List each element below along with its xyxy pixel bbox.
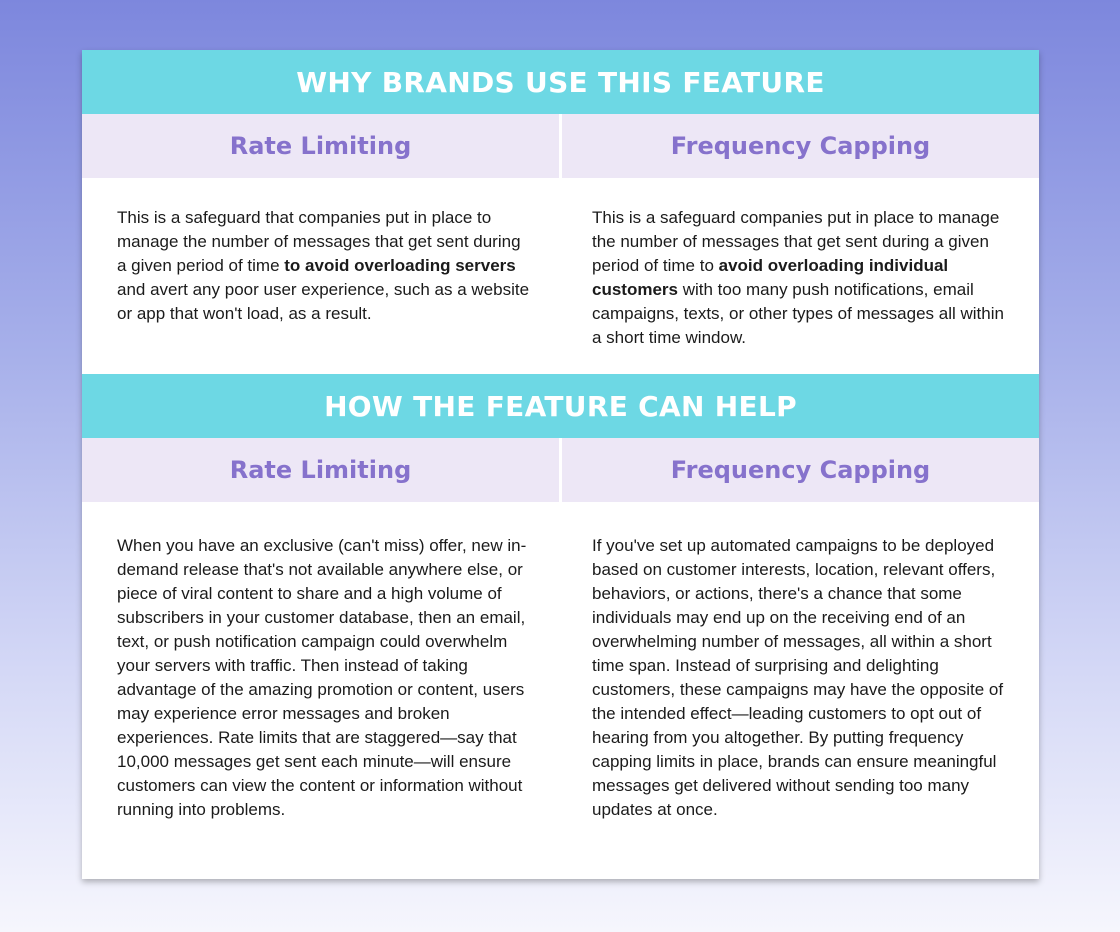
rate-limiting-definition xyxy=(82,178,564,374)
section1-body xyxy=(82,178,1039,374)
section1-subheadings xyxy=(82,114,1039,178)
rate-limiting-heading: Rate Limiting xyxy=(82,114,559,178)
section-title-how-it-helps: HOW THE FEATURE CAN HELP xyxy=(82,374,1039,438)
text: and avert any poor user experience, such as a website or app that won't load, as a result. xyxy=(117,280,530,323)
section2-subheadings xyxy=(82,438,1039,502)
emphasis: to avoid overloading servers xyxy=(284,256,516,275)
frequency-capping-heading: Frequency Capping xyxy=(559,114,1039,178)
frequency-capping-heading: Frequency Capping xyxy=(559,438,1039,502)
section2-body xyxy=(82,502,1039,879)
section-title-why-brands: WHY BRANDS USE THIS FEATURE xyxy=(82,50,1039,114)
text: This is a safeguard that companies put in place to manage the number of messages that get sent during a given period of time xyxy=(117,208,521,275)
comparison-card xyxy=(82,50,1039,879)
text: This is a safeguard companies put in place to manage the number of messages that get sent during a given period of time to xyxy=(592,208,1000,275)
rate-limiting-benefit: When you have an exclusive (can't miss) offer, new in-demand release that's not available anywhere else, or piece of viral content to share and a high volume of subscribers in your customer database, then an email, text, or push notification campaign could overwhelm your servers with traffic. Then instead of taking advantage of the amazing promotion or content, users may experience error messages and broken experiences. Rate limits that are staggered—say that 10,000 messages get sent each minute—will ensure customers can view the content or information without running into problems. xyxy=(117,536,527,819)
text: with too many push notifications, email campaigns, texts, or other types of messages all within a short time window. xyxy=(592,280,1004,347)
frequency-capping-benefit: If you've set up automated campaigns to be deployed based on customer interests, location, relevant offers, behaviors, or actions, there's a chance that some individuals may end up on the receiving end of an overwhelming number of messages, all within a short time span. Instead of surprising and delighting customers, these campaigns may have the opposite of the intended effect—leading customers to opt out of hearing from you altogether. By putting frequency capping limits in place, brands can ensure meaningful messages get delivered without sending too many updates at once. xyxy=(592,536,1004,819)
emphasis: avoid overloading individual customers xyxy=(592,256,949,299)
rate-limiting-heading: Rate Limiting xyxy=(82,438,559,502)
frequency-capping-definition xyxy=(564,178,1039,374)
